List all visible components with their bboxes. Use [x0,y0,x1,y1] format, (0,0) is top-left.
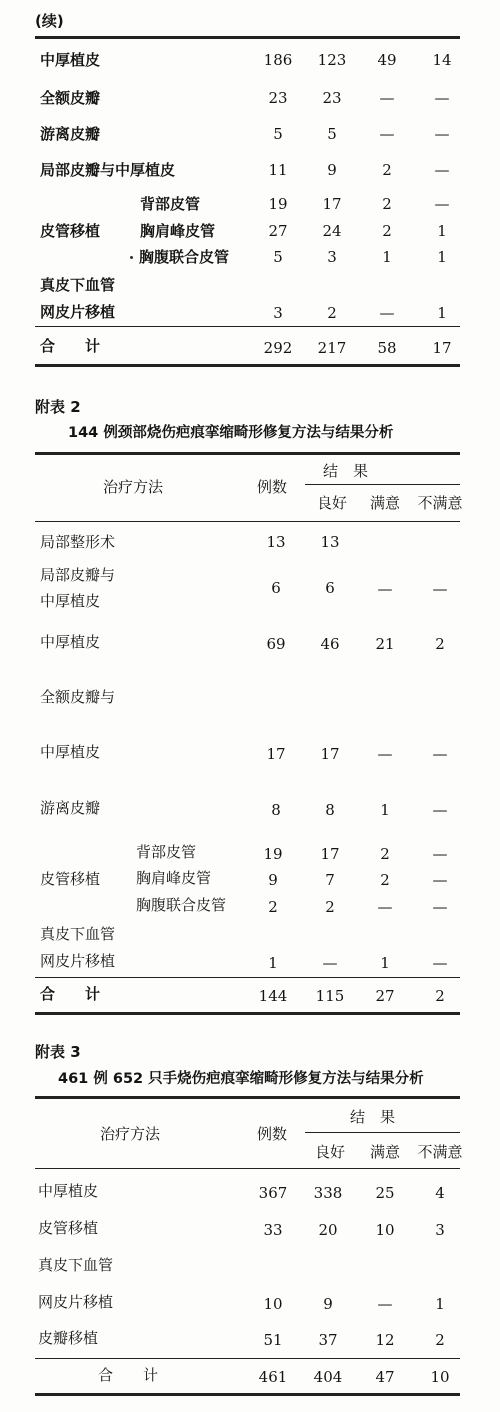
row-method: 皮管移植 [38,1219,99,1237]
cell-unsatisfied: 2 [435,635,445,653]
cell-good: 2 [325,898,335,916]
row-method: 背部皮管 [140,195,201,213]
table-label: 附表 2 [35,398,81,416]
cell-satisfied: 25 [375,1184,395,1202]
cell-total: 186 [263,51,293,69]
cell-unsatisfied: — [432,745,448,763]
cell-satisfied: 1 [380,954,390,972]
row-method: 局部皮瓣与中厚植皮 [40,161,176,179]
cell-unsatisfied: — [434,161,450,179]
cell-good: 7 [325,871,335,889]
cell-total: 27 [268,222,288,240]
cell-unsatisfied: — [434,195,450,213]
cell-satisfied: 27 [375,987,395,1005]
table-rule [35,521,460,522]
cell-total: 19 [268,195,288,213]
cell-total: 13 [266,533,286,551]
header-cases: 例数 [257,1125,288,1143]
header-satisfied: 满意 [369,494,400,512]
row-method: 全额皮瓣 [40,89,101,107]
cell-unsatisfied: 1 [437,222,447,240]
cell-unsatisfied: 2 [435,987,445,1005]
cell-unsatisfied: 1 [437,304,447,322]
cell-total: 367 [258,1184,288,1202]
cell-total: 19 [263,845,283,863]
row-method-line2: 中厚植皮 [40,592,101,610]
row-method: 胸腹联合皮管 [136,896,227,914]
cell-unsatisfied: 1 [437,248,447,266]
continued-label: (续) [35,12,64,30]
cell-unsatisfied: — [432,898,448,916]
table-rule [35,1393,460,1396]
mesh-line1: 真皮下血管 [40,925,116,943]
cell-unsatisfied: — [434,89,450,107]
cell-good: 17 [320,845,340,863]
cell-good: 2 [327,304,337,322]
bullet-dot [130,256,133,259]
cell-total: 5 [273,248,283,266]
cell-satisfied: 12 [375,1331,395,1349]
row-method: 游离皮瓣 [40,799,101,817]
header-result: 结 果 [323,462,369,480]
cell-total: 10 [263,1295,283,1313]
cell-total: 2 [268,898,278,916]
cell-satisfied: — [377,1295,393,1313]
row-method: 背部皮管 [136,843,197,861]
cell-unsatisfied: 3 [435,1221,445,1239]
mesh-line2: 网皮片移植 [40,303,116,321]
table-rule [35,452,460,455]
row-method: 中厚植皮 [40,633,101,651]
cell-total: 17 [266,745,286,763]
cell-good: 37 [318,1331,338,1349]
cell-unsatisfied: 10 [430,1368,450,1386]
table-title: 144 例颈部烧伤疤痕挛缩畸形修复方法与结果分析 [68,425,394,441]
cell-satisfied: 58 [377,339,397,357]
table-rule [35,1012,460,1015]
cell-unsatisfied: — [434,125,450,143]
cell-satisfied: 2 [382,222,392,240]
header-subrule [305,484,460,485]
cell-satisfied: 49 [377,51,397,69]
mesh-line1: 真皮下血管 [38,1256,114,1274]
row-method: 胸肩峰皮管 [136,869,212,887]
cell-good: 24 [322,222,342,240]
cell-satisfied: 2 [380,845,390,863]
cell-unsatisfied: — [432,871,448,889]
header-result: 结 果 [350,1108,396,1126]
row-method [130,248,229,266]
cell-satisfied: — [379,89,395,107]
row-method-line1: 全额皮瓣与 [40,688,116,706]
cell-satisfied: — [377,898,393,916]
header-good: 良好 [314,1143,345,1161]
cell-good: 23 [322,89,342,107]
cell-total: 3 [273,304,283,322]
cell-good: 46 [320,635,340,653]
cell-good: 9 [323,1295,333,1313]
header-unsatisfied: 不满意 [417,494,463,512]
table-rule [35,1358,460,1359]
cell-unsatisfied: — [432,954,448,972]
cell-total: 461 [258,1368,288,1386]
cell-good: 217 [317,339,347,357]
cell-good: 5 [327,125,337,143]
cell-satisfied: 47 [375,1368,395,1386]
header-satisfied: 满意 [369,1143,400,1161]
header-subrule [305,1132,460,1133]
cell-satisfied: 2 [382,161,392,179]
cell-total: 51 [263,1331,283,1349]
cell-good: 123 [317,51,347,69]
table-rule [35,36,460,39]
cell-unsatisfied: 1 [435,1295,445,1313]
total-label: 合 计 [40,337,101,355]
cell-unsatisfied: 4 [435,1184,445,1202]
cell-good: 8 [325,801,335,819]
cell-satisfied: 10 [375,1221,395,1239]
table-label: 附表 3 [35,1043,81,1061]
cell-good: 9 [327,161,337,179]
row-method-line2: 中厚植皮 [40,743,101,761]
header-unsatisfied: 不满意 [417,1143,463,1161]
cell-unsatisfied: 2 [435,1331,445,1349]
cell-total: 5 [273,125,283,143]
table-rule [35,1168,460,1169]
cell-satisfied: 1 [382,248,392,266]
cell-total: 144 [258,987,288,1005]
cell-good: — [322,954,338,972]
row-method: 游离皮瓣 [40,125,101,143]
cell-total: 33 [263,1221,283,1239]
cell-good: 115 [315,987,345,1005]
row-method: 胸肩峰皮管 [140,222,216,240]
cell-satisfied: 2 [382,195,392,213]
header-cases: 例数 [257,478,288,496]
cell-total: 69 [266,635,286,653]
cell-unsatisfied: 17 [432,339,452,357]
cell-total: 8 [271,801,281,819]
mesh-line2: 网皮片移植 [40,952,116,970]
cell-good: 13 [320,533,340,551]
total-label: 合 计 [98,1366,159,1384]
cell-satisfied: 2 [380,871,390,889]
table-title: 461 例 652 只手烧伤疤痕挛缩畸形修复方法与结果分析 [58,1071,424,1087]
cell-satisfied: 21 [375,635,395,653]
header-method: 治疗方法 [100,1125,161,1143]
cell-total: 1 [268,954,278,972]
cell-satisfied: — [379,304,395,322]
cell-good: 3 [327,248,337,266]
cell-total: 292 [263,339,293,357]
mesh-line1: 真皮下血管 [40,276,116,294]
cell-good: 404 [313,1368,343,1386]
cell-satisfied: 1 [380,801,390,819]
table-rule [35,326,460,327]
table-rule [35,364,460,367]
cell-total: 23 [268,89,288,107]
cell-good: 17 [320,745,340,763]
tube-group-label: 皮管移植 [40,222,101,240]
cell-unsatisfied: — [432,580,448,598]
header-method: 治疗方法 [103,478,164,496]
cell-satisfied: — [379,125,395,143]
cell-total: 11 [268,161,288,179]
row-method-line1: 局部皮瓣与 [40,566,116,584]
row-method: 皮瓣移植 [38,1329,99,1347]
row-method: 中厚植皮 [38,1182,99,1200]
header-good: 良好 [316,494,347,512]
cell-good: 6 [325,579,335,597]
cell-good: 20 [318,1221,338,1239]
cell-unsatisfied: 14 [432,51,452,69]
mesh-line2: 网皮片移植 [38,1293,114,1311]
table-rule [35,977,460,978]
table-rule [35,1096,460,1099]
cell-total: 9 [268,871,278,889]
cell-total: 6 [271,579,281,597]
cell-good: 17 [322,195,342,213]
total-label: 合 计 [40,985,101,1003]
row-method: 中厚植皮 [40,51,101,69]
cell-unsatisfied: — [432,801,448,819]
row-method-text: 胸腹联合皮管 [139,248,230,266]
cell-unsatisfied: — [432,845,448,863]
cell-good: 338 [313,1184,343,1202]
row-method: 局部整形术 [40,533,116,551]
cell-satisfied: — [377,580,393,598]
cell-satisfied: — [377,745,393,763]
tube-group-label: 皮管移植 [40,870,101,888]
